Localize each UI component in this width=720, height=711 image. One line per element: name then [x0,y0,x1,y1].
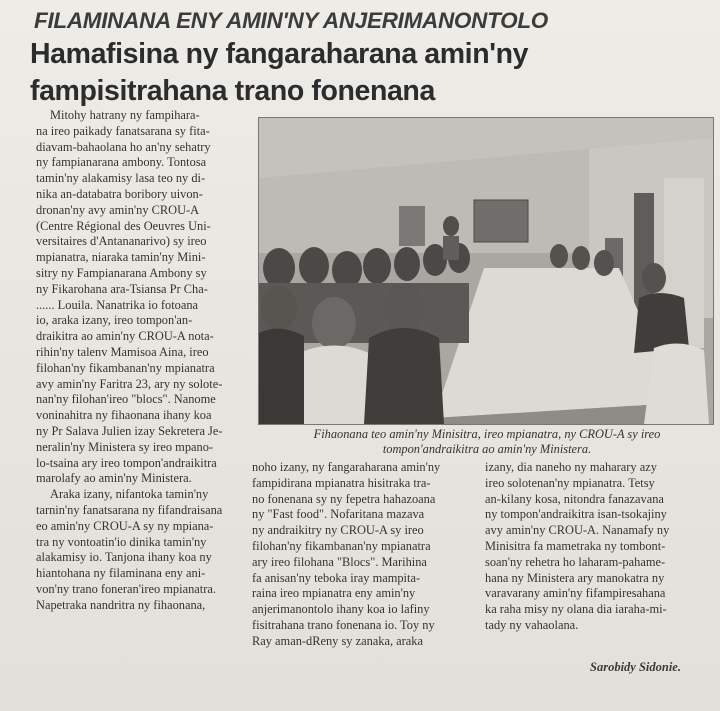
text-line: ny tompon'andraikitra isan-tsokajiny [485,507,667,522]
text-line: io, araka izany, ireo tompon'an- [36,313,193,328]
headline-line: Hamafisina ny fangaraharana amin'ny [30,38,529,70]
text-line: neralin'ny Ministera sy ireo mpano- [36,439,214,454]
text-line: an-kilany kosa, nitondra fanazavana [485,491,664,506]
text-line: (Centre Régional des Oeuvres Uni- [36,218,211,233]
caption-line: tompon'andraikitra ao amin'ny Ministera. [382,442,592,456]
headline-line: fampisitrahana trano fonenana [30,75,435,107]
text-line: soan'ny rehetra ho laharam-pahame- [485,554,666,569]
text-line: ny fampianarana ambony. Tontosa [36,155,207,170]
text-line: tarnin'ny fanatsarana ny fifandraisana [36,502,223,517]
text-line: lo-tsaina ary ireo tompon'andraikitra [36,455,217,470]
text-line: varavarany amin'ny fifampiresahana [485,586,666,601]
meeting-photo-icon [259,118,713,424]
text-line: diavam-bahaolana ho an'ny sehatry [36,139,211,154]
photo-caption [262,427,712,457]
article-column-3 [485,460,715,634]
text-line: nan'ny filohan'ireo "blocs". Nanome [36,392,216,407]
text-line: anjerimanontolo ihany koa io lafiny [252,602,430,617]
text-line: avy amin'ny Faritra 23, ary ny solote- [36,376,223,391]
text-line: ary ireo filohana "Blocs". Marihina [252,554,427,569]
article-column-2 [252,460,477,650]
text-line: ...... Louila. Nanatrika io fotoana [36,297,199,312]
text-line: voninahitra ny fihaonana ihany koa [36,408,212,423]
text-line: ka raha misy ny olana dia iaraha-mi- [485,602,667,617]
text-line: hana ny Ministera ary manokatra ny [485,570,665,585]
text-line: von'ny trano foneran'ireo mpianatra. [36,581,216,596]
meeting-photo [258,117,714,425]
text-line: Mitohy hatrany ny fampihara- [50,108,200,122]
text-line: Ray aman-dReny sy zanaka, araka [252,633,423,648]
text-line: ny andraikitry ny CROU-A sy ireo [252,523,424,538]
text-line: Minisitra fa mametraka ny tombont- [485,538,666,553]
text-line: hiantohana ny filaminana eny ani- [36,566,206,581]
article-kicker: FILAMINANA ENY AMIN'NY ANJERIMANONTOLO [34,8,548,33]
text-line: ny "Fast food". Nofaritana mazava [252,507,425,522]
article-headline [30,36,690,110]
text-line: dronan'ny avy amin'ny CROU-A [36,202,200,217]
text-line: no fonenana sy ny fepetra hahazoana [252,491,436,506]
text-line: marolafy ao amin'ny Ministera. [36,471,192,486]
text-line: fisitrahana trano fonenana io. Toy ny [252,617,435,632]
text-line: mpianatra, niaraka tamin'ny Mini- [36,250,206,265]
text-line: raina ireo mpianatra eny amin'ny [252,586,416,601]
caption-line: Fihaonana teo amin'ny Minisitra, ireo mpianatra, ny CROU-A sy ireo [313,427,661,441]
text-line: fampidirana mpianatra hisitraka tra- [252,475,431,490]
text-line: alakamisy io. Tanjona ihany koa ny [36,550,212,565]
article-column-1 [36,108,258,614]
text-line: ireo solotenan'ny mpianatra. Tetsy [485,475,655,490]
text-line: ny Pr Salava Julien izay Sekretera Je- [36,423,223,438]
text-line: na ireo paikady fanatsarana sy fita- [36,123,210,138]
text-line: versitaires d'Antananarivo) sy ireo [36,234,207,249]
text-line: fa anisan'ny teboka iray mampita- [252,570,421,585]
text-line: tra ny vontoatin'io dinika tamin'ny [36,534,207,549]
text-line: Araka izany, nifantoka tamin'ny [50,487,209,502]
text-line: Napetraka nandritra ny fihaonana, [36,597,206,612]
text-line: draikitra ao amin'ny CROU-A nota- [36,329,214,344]
text-line: tamin'ny alakamisy lasa teo ny di- [36,171,206,186]
text-line: ny Fikarohana ara-Tsiansa Pr Cha- [36,281,208,296]
text-line: filohan'ny fikambanan'ny mpianatra [36,360,215,375]
text-line: sitry ny Fampianarana Ambony sy [36,265,207,280]
author-signature: Sarobidy Sidonie. [590,660,681,674]
text-line: noho izany, ny fangaraharana amin'ny [252,460,441,474]
text-line: tady ny vahaolana. [485,617,579,632]
text-line: filohan'ny fikambanan'ny mpianatra [252,538,431,553]
text-line: avy amin'ny CROU-A. Nanamafy ny [485,523,670,538]
text-line: nika an-databatra boribory uivon- [36,186,203,201]
text-line: izany, dia naneho ny maharary azy [485,460,657,474]
text-line: eo amin'ny CROU-A sy ny mpiana- [36,518,214,533]
text-line: rihin'ny talenv Mamisoa Aina, ireo [36,344,209,359]
